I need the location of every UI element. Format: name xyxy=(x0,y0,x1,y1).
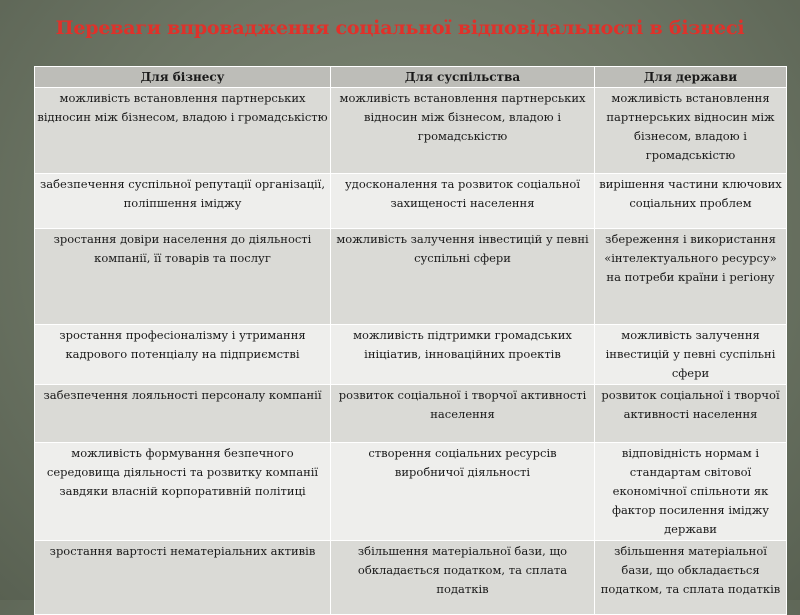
table-row xyxy=(35,174,787,229)
table-row xyxy=(35,229,787,325)
cell-business: зростання професіоналізму і утримання кадрового потенціалу на підприємстві xyxy=(35,325,331,385)
cell-society: створення соціальних ресурсів виробничої діяльності xyxy=(331,443,595,541)
slide-title: Переваги впровадження соціальної відповідальності в бізнесі xyxy=(55,17,745,39)
cell-state: можливість залучення інвестицій у певні суспільні сфери xyxy=(595,325,787,385)
table-row xyxy=(35,325,787,385)
header-business: Для бізнесу xyxy=(35,67,331,88)
cell-society: можливість підтримки громадських ініціатив, інноваційних проектів xyxy=(331,325,595,385)
cell-state: збереження і використання «інтелектуального ресурсу» на потреби країни і регіону xyxy=(595,229,787,325)
cell-state: розвиток соціальної і творчої активності населення xyxy=(595,385,787,443)
table-header-row xyxy=(35,67,787,88)
cell-business: зростання довіри населення до діяльності компанії, її товарів та послуг xyxy=(35,229,331,325)
cell-state: відповідність нормам і стандартам світової економічної спільноти як фактор посилення іміджу держави xyxy=(595,443,787,541)
cell-society: можливість встановлення партнерських відносин між бізнесом, владою і громадськістю xyxy=(331,88,595,174)
table-row xyxy=(35,443,787,541)
cell-society: розвиток соціальної і творчої активності населення xyxy=(331,385,595,443)
cell-business: можливість встановлення партнерських відносин між бізнесом, владою і громадськістю xyxy=(35,88,331,174)
cell-business: зростання вартості нематеріальних активів xyxy=(35,541,331,615)
cell-society: можливість залучення інвестицій у певні суспільні сфери xyxy=(331,229,595,325)
cell-business: забезпечення лояльності персоналу компанії xyxy=(35,385,331,443)
cell-society: збільшення матеріальної бази, що обкладається податком, та сплата податків xyxy=(331,541,595,615)
cell-state: збільшення матеріальної бази, що обкладається податком, та сплата податків xyxy=(595,541,787,615)
table-row xyxy=(35,541,787,615)
benefits-table xyxy=(34,66,787,615)
table-row xyxy=(35,385,787,443)
cell-state: можливість встановлення партнерських відносин між бізнесом, владою і громадськістю xyxy=(595,88,787,174)
cell-society: удосконалення та розвиток соціальної захищеності населення xyxy=(331,174,595,229)
cell-state: вирішення частини ключових соціальних проблем xyxy=(595,174,787,229)
header-society: Для суспільства xyxy=(331,67,595,88)
header-state: Для держави xyxy=(595,67,787,88)
cell-business: забезпечення суспільної репутації організації, поліпшення іміджу xyxy=(35,174,331,229)
table-row xyxy=(35,88,787,174)
cell-business: можливість формування безпечного середовища діяльності та розвитку компанії завдяки власній корпоративній політиці xyxy=(35,443,331,541)
